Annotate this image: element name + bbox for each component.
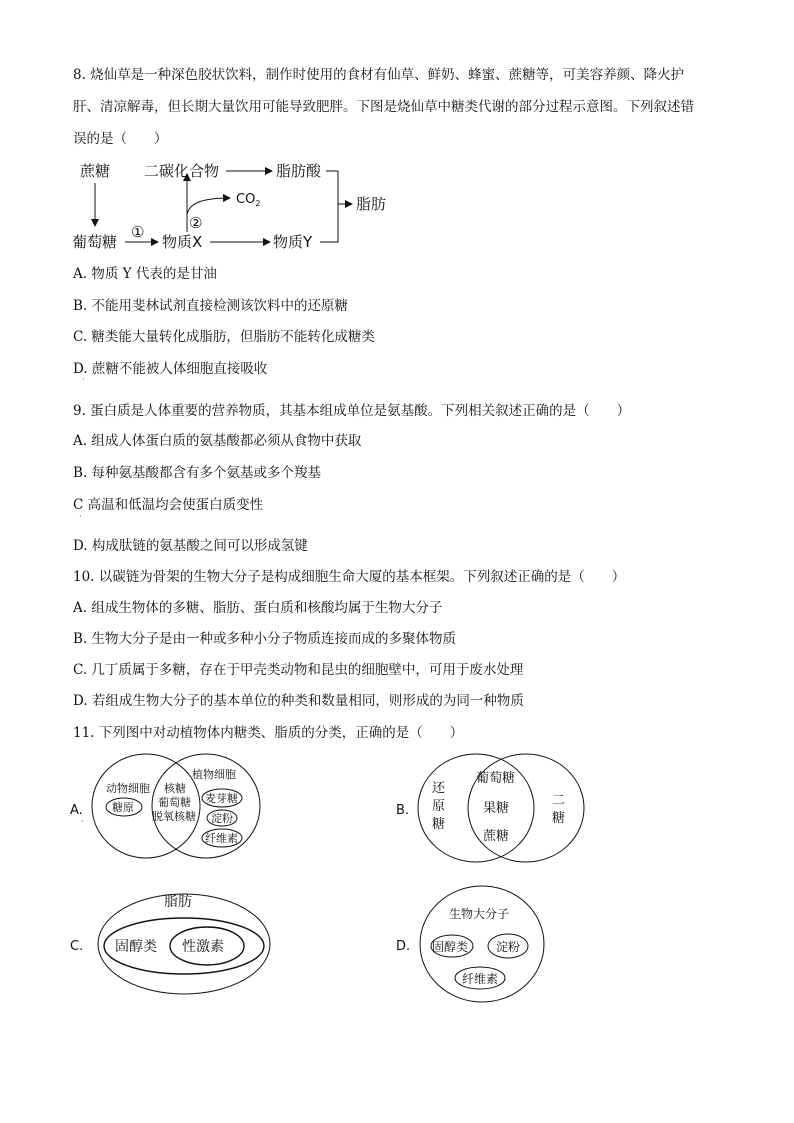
- q11-d-title: 生物大分子: [449, 907, 510, 921]
- q9-stem: 9. 蛋白质是人体重要的营养物质，其基本组成单位是氨基酸。下列相关叙述正确的是（ ）: [73, 403, 631, 419]
- q11-b-right1: 二: [552, 793, 566, 808]
- q8-sucrose-label: 蔗糖: [80, 162, 111, 180]
- q11-a-maltose-label: 麦芽糖: [205, 792, 238, 805]
- q8-option-b[interactable]: B. 不能用斐林试剂直接检测该饮料中的还原糖: [73, 298, 349, 314]
- q8-option-a[interactable]: A. 物质 Y 代表的是甘油: [73, 266, 217, 282]
- q8-stem-line2: 肝、清凉解毒，但长期大量饮用可能导致肥胖。下图是烧仙草中糖类代谢的部分过程示意图。下列叙述错: [73, 99, 694, 115]
- q11-b-letter: B.: [396, 803, 410, 818]
- q8-fatty-acid-label: 脂肪酸: [276, 162, 322, 180]
- q8-step2-label: ②: [189, 214, 203, 232]
- q8-option-c[interactable]: C. 糖类能大量转化成脂肪，但脂肪不能转化成糖类: [73, 329, 375, 345]
- q11-b-right2: 糖: [552, 811, 566, 826]
- q11-a-center3: 脱氧核糖: [152, 810, 196, 823]
- q11-b-mid1: 葡萄糖: [476, 771, 516, 786]
- q11-b-mid2: 果糖: [483, 801, 510, 816]
- q11-option-a-diagram[interactable]: [68, 752, 288, 864]
- q11-a-center1: 核糖: [164, 782, 186, 795]
- q8-option-d[interactable]: D. 蔗糖不能被人体细胞直接吸收: [73, 361, 268, 377]
- q9-option-c[interactable]: C 高温和低温均会使蛋白质变性: [73, 497, 264, 513]
- q8-stem-line1: 8. 烧仙草是一种深色胶状饮料，制作时使用的食材有仙草、鲜奶、蜂蜜、蔗糖等，可美容养颜、降火护: [73, 67, 685, 83]
- q11-c-hormone-label: 性激素: [182, 939, 224, 955]
- q8-glucose-label: 葡萄糖: [72, 233, 118, 251]
- q11-d-letter: D.: [396, 939, 411, 954]
- q10-option-d[interactable]: D. 若组成生物大分子的基本单位的种类和数量相同，则形成的为同一种物质: [73, 693, 524, 709]
- q11-c-sterol-label: 固醇类: [115, 939, 157, 955]
- stray-dot: ·: [81, 817, 84, 826]
- q8-c2-label: 二碳化合物: [144, 162, 220, 180]
- q8-arrow-co2: [187, 198, 230, 214]
- q8-x-label: 物质X: [162, 233, 203, 251]
- q11-a-center2: 葡萄糖: [158, 796, 191, 809]
- q11-b-mid3: 蔗糖: [483, 829, 510, 844]
- q11-c-fat-label: 脂肪: [164, 894, 192, 910]
- q8-bracket: [320, 171, 338, 242]
- q11-a-letter: A.: [70, 803, 83, 818]
- q11-a-plant-label: 植物细胞: [192, 768, 236, 781]
- q8-step1-label: ①: [131, 223, 145, 241]
- q10-option-c[interactable]: C. 几丁质属于多糖，存在于甲壳类动物和昆虫的细胞壁中，可用于废水处理: [73, 662, 524, 678]
- q10-option-a[interactable]: A. 组成生物体的多糖、脂肪、蛋白质和核酸均属于生物大分子: [73, 600, 443, 616]
- q9-option-d[interactable]: D. 构成肽链的氨基酸之间可以形成氢键: [73, 538, 308, 554]
- stray-dot: ·: [79, 512, 82, 522]
- q11-d-cellulose-label: 纤维素: [462, 972, 499, 986]
- q11-a-cellulose-label: 纤维素: [205, 832, 238, 845]
- q8-stem-line3: 误的是（ ）: [73, 131, 168, 147]
- q9-option-b[interactable]: B. 每种氨基酸都含有多个氨基或多个羧基: [73, 465, 322, 481]
- q11-stem: 11. 下列图中对动植物体内糖类、脂质的分类，正确的是（ ）: [73, 725, 464, 741]
- q11-a-animal-label: 动物细胞: [106, 782, 150, 795]
- q10-option-b[interactable]: B. 生物大分子是由一种或多种小分子物质连接而成的多聚体物质: [73, 631, 457, 647]
- q9-option-a[interactable]: A. 组成人体蛋白质的氨基酸都必须从食物中获取: [73, 433, 362, 449]
- q11-c-letter: C.: [70, 939, 84, 954]
- q8-metabolism-diagram: [60, 152, 410, 258]
- q8-co2-label: $CO_2$: [236, 192, 261, 208]
- q11-d-starch-label: 淀粉: [496, 940, 521, 954]
- q8-fat-label: 脂肪: [356, 195, 387, 213]
- q11-option-b-diagram[interactable]: [392, 752, 612, 866]
- q11-b-left1: 还: [432, 781, 446, 796]
- q10-stem: 10. 以碳链为骨架的生物大分子是构成细胞生命大厦的基本框架。下列叙述正确的是（ ）: [73, 569, 626, 585]
- q11-b-left2: 原: [432, 799, 446, 814]
- q8-y-label: 物质Y: [273, 233, 313, 251]
- q11-a-starch-label: 淀粉: [211, 812, 233, 825]
- q11-option-c-diagram[interactable]: [68, 884, 278, 996]
- q11-option-d-diagram[interactable]: [392, 882, 572, 1004]
- q11-a-glycogen-label: 糖原: [112, 801, 134, 814]
- q11-d-sterol-label: 固醇类: [432, 940, 469, 954]
- stray-dot: ·: [82, 375, 85, 385]
- q11-b-left3: 糖: [432, 817, 446, 832]
